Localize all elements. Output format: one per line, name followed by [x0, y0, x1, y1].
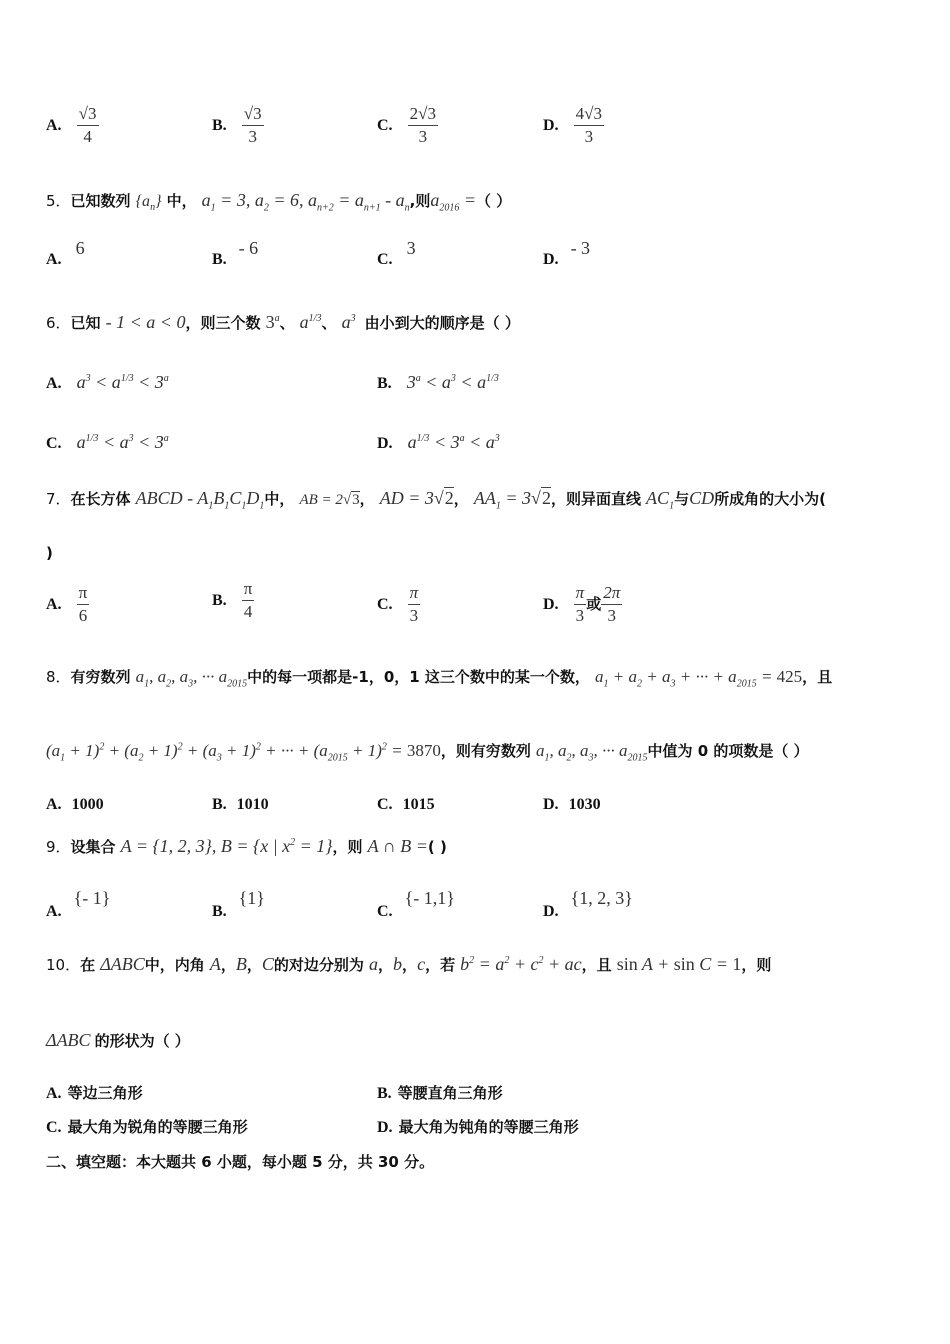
q7-option-d[interactable]: D. $\frac{\pi}{3}$ 或 $\frac{2\pi}{3}$ [543, 583, 621, 625]
q7-stem: 7．在长方体 ABCD - $A_1B_1C_1D_1$中， AB = 2√3， AD = 3√2， $AA_1 = 3√2$，则异面直线 $AC_1$与CD所成角的大小为( [46, 488, 826, 512]
recurrence-formula: $a_1 = 3$, $a_2 = 6$, $a_{n+2} = a_{n+1} - a_n$ [201, 190, 410, 214]
fraction: $\frac{√3}{3}$ [243, 104, 262, 146]
q6-option-a[interactable]: A. $a^3 < a^{1/3} < 3^a$ [46, 372, 169, 392]
q6-option-c[interactable]: C. $a^{1/3} < a^3 < 3^a$ [46, 432, 169, 452]
q4-option-d[interactable]: D. $\frac{4√3}{3}$ [543, 104, 602, 146]
q6-option-d[interactable]: D. $a^{1/3} < 3^a < a^3$ [377, 432, 500, 452]
fraction: $\frac{2√3}{3}$ [409, 104, 436, 146]
q8-option-d[interactable]: D. 1030 [543, 796, 601, 813]
fraction: $\frac{2\pi}{3}$ [603, 583, 621, 625]
q9-option-d[interactable]: D.{1, 2, 3} [543, 888, 633, 920]
fraction: $\frac{\pi}{3}$ [409, 583, 419, 625]
q10-option-c[interactable]: C. 最大角为锐角的等腰三角形 [46, 1118, 248, 1136]
q8-stem-line1: 8．有穷数列 $a_1$, $a_2$, $a_3$, ··· $a_{2015}$中的每一项都是-1，0，1 这三个数中的某一个数， $a_1 + a_2 + a_3$ + ··· + $a_{2015} = 425$，且 [46, 667, 833, 690]
q8-option-a[interactable]: A. 1000 [46, 796, 104, 813]
q5-option-a[interactable]: A.6 [46, 238, 85, 268]
fraction: $\frac{\pi}{6}$ [78, 583, 88, 625]
q8-stem-line2: $(a_1 + 1)^2 + (a_2 + 1)^2 + (a_3 + 1)^2$ + ··· + $(a_{2015} + 1)^2 = 3870$，则有穷数列 $a_1$, $a_2$, $a_3$, ··· $a_{2015}$中值为 0 的项数是（ ） [46, 741, 809, 764]
q10-option-b[interactable]: B. 等腰直角三角形 [377, 1084, 503, 1102]
q9-option-a[interactable]: A.{- 1} [46, 888, 111, 920]
q9-stem: 9．设集合 A = {1, 2, 3}, B = {x | $x^2 = 1$}，则 A ∩ B =( ) [46, 836, 447, 856]
q4-option-a[interactable]: A. $\frac{√3}{4}$ [46, 104, 97, 146]
q10-option-d[interactable]: D. 最大角为钝角的等腰三角形 [377, 1118, 579, 1136]
q8-option-c[interactable]: C. 1015 [377, 796, 435, 813]
q6-stem: 6．已知 - 1 < a < 0，则三个数 3$^a$、 $a^{1/3}$、 $a^3$ 由小到大的顺序是（ ） [46, 312, 520, 332]
q7-stem-end: ) [46, 544, 53, 562]
q10-stem-line1: 10．在 ΔABC中，内角 A，B，C的对边分别为 a，b，c，若 $b^2 = a^2 + c^2$ + ac，且 sin A + sin C = 1，则 [46, 954, 772, 974]
q7-option-a[interactable]: A. $\frac{\pi}{6}$ [46, 583, 88, 625]
q5-option-b[interactable]: B.- 6 [212, 238, 259, 268]
fraction: $\frac{\pi}{4}$ [243, 579, 253, 621]
q5-stem: 5．已知数列 $\{a_n\}$ 中， $a_1 = 3$, $a_2 = 6$, $a_{n+2} = a_{n+1} - a_n$,则$a_{2016}$ =（ ） [46, 190, 512, 214]
q4-option-b[interactable]: B. $\frac{√3}{3}$ [212, 104, 262, 146]
q5-option-d[interactable]: D.- 3 [543, 238, 591, 268]
q5-option-c[interactable]: C.3 [377, 238, 416, 268]
q10-stem-line2: ΔABC 的形状为（ ） [46, 1030, 190, 1050]
q10-option-a[interactable]: A. 等边三角形 [46, 1084, 143, 1102]
fraction: $\frac{√3}{4}$ [78, 104, 97, 146]
q8-option-b[interactable]: B. 1010 [212, 796, 269, 813]
q4-option-c[interactable]: C. $\frac{2√3}{3}$ [377, 104, 436, 146]
q9-option-c[interactable]: C.{- 1,1} [377, 888, 455, 920]
fraction: $\frac{4√3}{3}$ [575, 104, 602, 146]
q6-option-b[interactable]: B. $3^a < a^3 < a^{1/3}$ [377, 372, 499, 392]
section-heading-fill-in: 二、填空题：本大题共 6 小题，每小题 5 分，共 30 分。 [46, 1153, 435, 1171]
q9-option-b[interactable]: B.{1} [212, 888, 265, 920]
q7-option-c[interactable]: C. $\frac{\pi}{3}$ [377, 583, 419, 625]
q7-option-b[interactable]: B. $\frac{\pi}{4}$ [212, 579, 253, 621]
fraction: $\frac{\pi}{3}$ [575, 583, 585, 625]
